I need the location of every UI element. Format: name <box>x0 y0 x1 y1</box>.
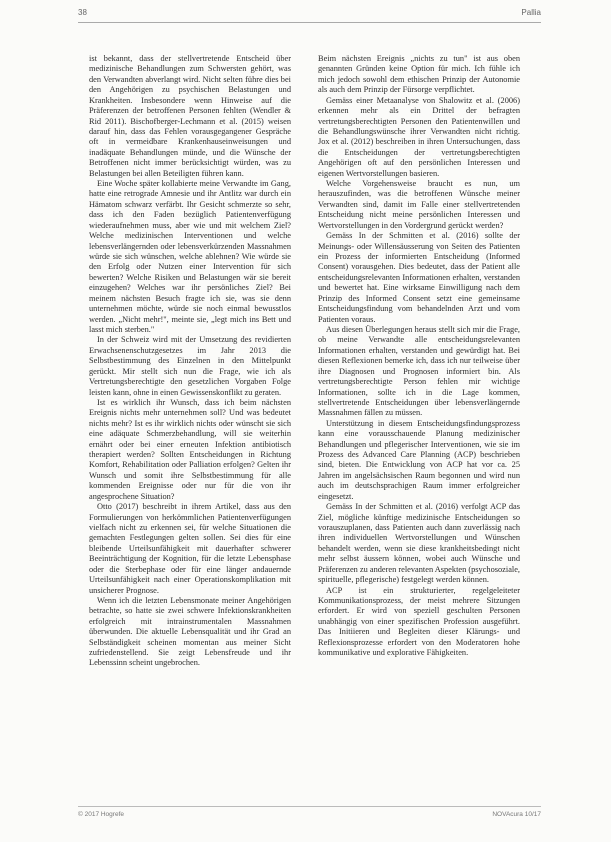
paragraph: ACP ist ein strukturierter, regelgeleiteter Kommunikationsprozess, der meist mehrere Sitzungen erfordert. Er wird von speziell geschulten Personen unabhängig von einer spezifischen Profession ausgeführt. Das Initiieren und Begleiten dieser Klärungs- und Reflexionsprozesse erfordert von den Moderatoren hohe kommunikative und explorative Fähigkeiten. <box>318 585 520 658</box>
paragraph: Gemäss In der Schmitten et al. (2016) sollte der Meinungs- oder Willensäusserung von Seiten des Patienten ein Prozess der informierten Entscheidung (Informed Consent) vorausgehen. Dies bedeutet, dass der Patient alle entscheidungsrelevanten Informationen erhalten, verstanden und bewertet hat. Eine wirksame Einwilligung nach dem Prinzip des Informed Consent setzt eine gemeinsame Entscheidungsfindung vom behandelnden Arzt und vom Patienten voraus. <box>318 231 520 324</box>
paragraph: Ist es wirklich ihr Wunsch, dass ich beim nächsten Ereignis nichts mehr unternehmen soll? Und was bedeutet nichts mehr? Ist es ihr wirklich nichts oder wünscht sie sich eine adäquate Schmerzbehandlung, will sie weiterhin ernährt oder bei einer erneuten Infektion antibiotisch therapiert werden? Sollten Entscheidungen in Richtung Komfort, Rehabilitation oder Palliation erfolgen? Gelten ihr Wunsch und somit ihre Selbstbestimmung für alle kommenden Ereignisse oder nur für die von ihr angesprochene Situation? <box>89 397 291 501</box>
paragraph: Otto (2017) beschreibt in ihrem Artikel, dass aus den Formulierungen von herkömmlichen Patientenverfügungen vielfach nicht zu erkennen sei, für welche Situationen die gemachten Festlegungen gelten sollen. Sei dies für eine bleibende Urteilsunfähigkeit mit dauerhafter schwerer Beeinträchtigung der Kognition, für die letzte Lebensphase oder die Sterbephase oder für eine länger andauernde Urteilsunfähigkeit nach einer Operationskomplikation mit unsicherer Prognose. <box>89 502 291 595</box>
running-header <box>78 8 541 26</box>
paragraph: Gemäss In der Schmitten et al. (2016) verfolgt ACP das Ziel, mögliche künftige medizinische Entscheidungen so vorauszuplanen, dass Patienten auch dann zuverlässig nach ihren individuellen Wertvorstellungen und Wünschen behandelt werden, wenn sie diese krankheitsbedingt nicht mehr selbst äussern können, wobei auch Wünsche und Präferenzen zu anderen relevanten Aspekten (psychosoziale, spirituelle, pflegerische) festgelegt werden können. <box>318 502 521 585</box>
paragraph: Gemäss einer Metaanalyse von Shalowitz et al. (2006) erkennen mehr als ein Drittel der befragten vertretungsberechtigten Personen den Patientenwillen und die Behandlungswünsche ihrer Verwandten nicht richtig. Jox et al. (2012) beschreiben in ihren Untersuchungen, dass die Entscheidungen der vertretungsberechtigten Angehörigen oft auf den persönlichen Interessen und eigenen Wertvorstellungen basieren. <box>318 95 520 178</box>
paragraph: In der Schweiz wird mit der Umsetzung des revidierten Erwachsenenschutzgesetzes im Jahr 2013 die Selbstbestimmung des Einzelnen in den Mittelpunkt gerückt. Mir stellt sich nun die Frage, wie ich als Vertretungsberechtigte den gesetzlichen Vorgaben Folge leisten kann, ohne in einen Gewissenskonflikt zu geraten. <box>89 335 291 397</box>
footer-issue: NOVAcura 10/17 <box>492 811 541 818</box>
header-rule <box>78 22 541 23</box>
page-footer <box>78 806 541 825</box>
left-column <box>89 54 291 669</box>
footer-publisher: © 2017 Hogrefe <box>78 811 124 818</box>
paragraph: Aus diesen Überlegungen heraus stellt sich mir die Frage, ob meine Verwandte alle entscheidungsrelevanten Informationen erhalten, verstanden und gewürdigt hat. Bei diesen Reflexionen bemerke ich, dass ich nur teilweise über ihre Diagnosen und Prognosen informiert bin. Als vertretungsberechtigte Person fehlen mir wichtige Informationen, sollte ich in die Lage kommen, stellvertretende Entscheidungen über lebensverlängernde Massnahmen fällen zu müssen. <box>318 324 520 418</box>
paragraph: ist bekannt, dass der stellvertretende Entscheid über medizinische Behandlungen zum Schwersten gehört, was den Verwandten abverlangt wird. Nicht selten führe dies bei den Angehörigen zu psychischen Belastungen und Krankheiten. Insbesondere wenn Hinweise auf die Präferenzen der betroffenen Personen fehlten (Wendler & Rid 2011). Bischofberger-Lechmann et al. (2015) weisen darauf hin, dass das Fehlen vorausgegangener Gespräche oft in vermeidbare Krankenhauseinweisungen und inadäquate Behandlungen münde, und die Wünsche der Betroffenen nicht immer berücksichtigt würden, was zu Belastungen bei allen Beteiligten führen kann. <box>89 54 291 178</box>
page-number: 38 <box>78 8 87 17</box>
right-column <box>318 54 520 658</box>
paragraph: Wenn ich die letzten Lebensmonate meiner Angehörigen betrachte, so hatte sie zwei schwere Infektionskrankheiten erfolgreich mit intrainstrumentalen Massnahmen überwunden. Die aktuelle Lebensqualität und ihr Grad an Selbständigkeit scheinen momentan aus meiner Sicht zufriedenstellend. Sie zeigt Lebensfreude und ihr Lebenssinn scheint ungebrochen. <box>89 595 291 668</box>
section-title: Pallia <box>521 8 541 17</box>
paragraph: Eine Woche später kollabierte meine Verwandte im Gang, hatte eine retrograde Amnesie und ihr Antlitz war durch ein Hämatom schwarz verfärbt. Ihr Gesicht schmerzte so sehr, dass ich den Faden bezüglich Patientenverfügung wiederaufnehmen muss, aber wie und mit welchem Ziel? Welche medizinischen Interventionen und welche lebensverlängernden oder lebensverkürzenden Massnahmen würde sie sich wünschen, welche ablehnen? Wie würde sie den Erfolg oder Nutzen einer Intervention für sich bewerten? Welche Risiken und Belastungen wär sie bereit einzugehen? Welches war ihr persönliches Ziel? Bei meinem nächsten Besuch fragte ich sie, was sie denn unternehmen möchte, würde sie noch einmal bewusstlos werden. „Nicht mehr!", meinte sie, „legt mich ins Bett und lasst mich sterben." <box>89 179 291 334</box>
paragraph: Welche Vorgehensweise braucht es nun, um herauszufinden, was die betroffenen Wünsche meiner Verwandten sind, damit im Falle einer stellvertretenden Entscheidung nicht meine persönlichen Interessen und Wertvorstellungen in den Vordergrund gerückt werden? <box>318 179 520 230</box>
paragraph: Unterstützung in diesem Entscheidungsfindungsprozess kann eine vorausschauende Planung medizinischer Behandlungen und pflegerischer Interventionen, wie sie im Prozess des Advanced Care Planning (ACP) beschrieben sind, bieten. Die Entwicklung von ACP hat vor ca. 25 Jahren im angelsächsischen Raum begonnen und wird nun auch im deutschsprachigen Raum immer erfolgreicher eingesetzt. <box>318 418 520 501</box>
paragraph: Beim nächsten Ereignis „nichts zu tun" ist aus oben genannten Gründen keine Option für mich. Ich fühle ich mich jedoch sowohl dem ethischen Prinzip der Autonomie als auch dem Prinzip der Fürsorge verpflichtet. <box>318 54 520 95</box>
